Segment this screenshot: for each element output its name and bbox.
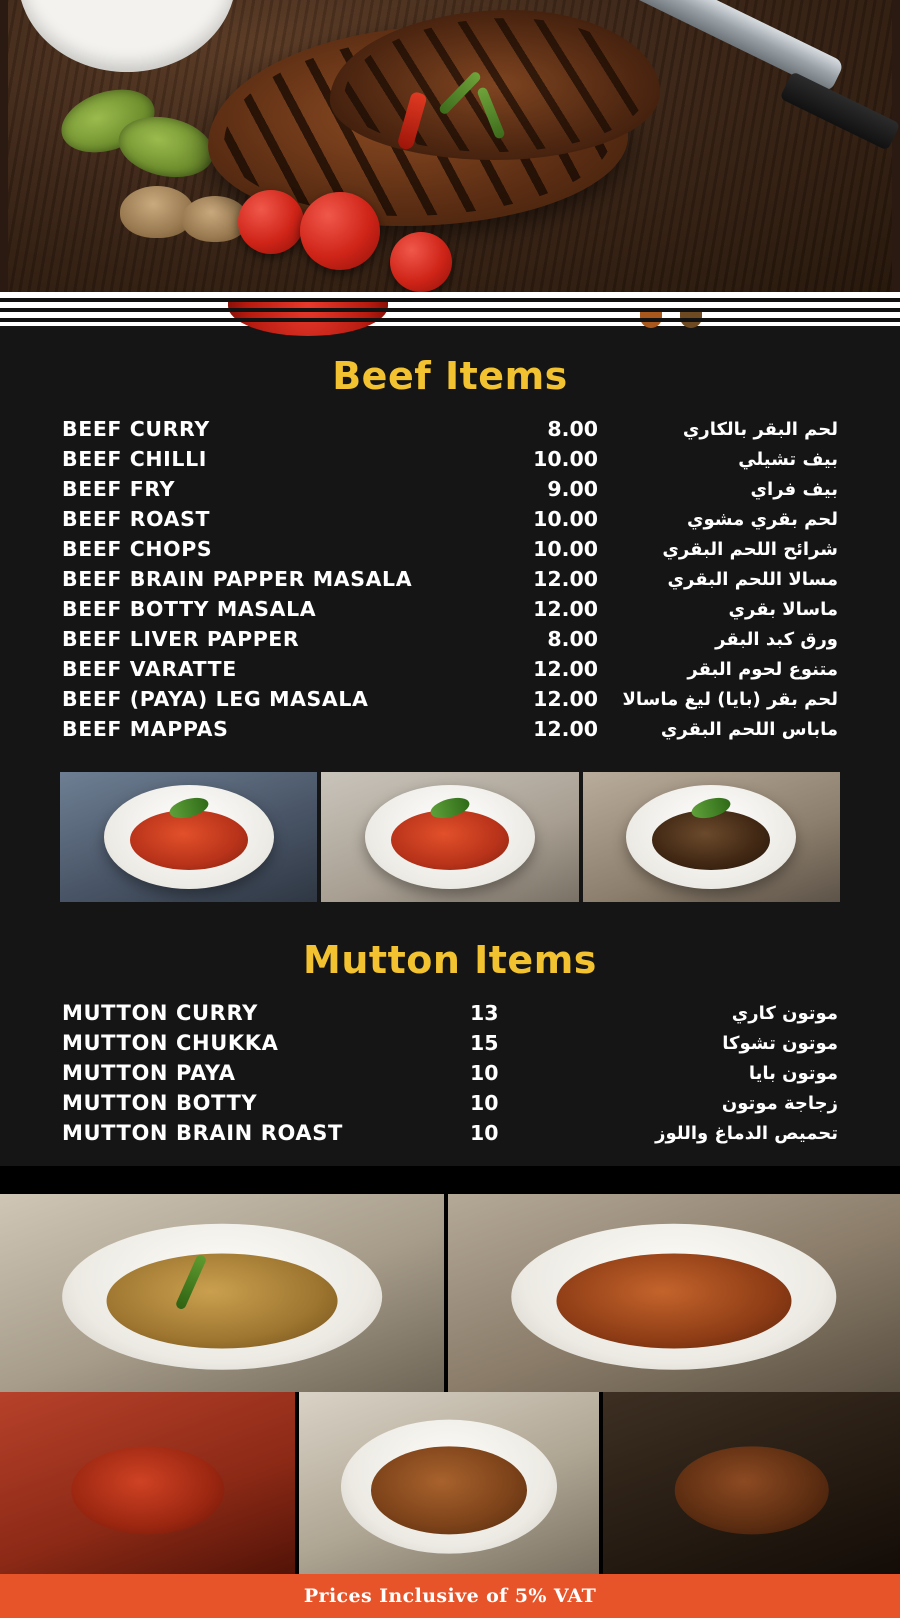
- item-name-arabic: شرائح اللحم البقري: [662, 538, 838, 560]
- item-name: MUTTON CHUKKA: [62, 1031, 279, 1055]
- item-price: 12.00: [533, 597, 598, 621]
- item-name: BEEF BRAIN PAPPER MASALA: [62, 567, 413, 591]
- item-name-arabic: ماباس اللحم البقري: [660, 718, 838, 740]
- dish-contents: [107, 1253, 338, 1348]
- menu-item-row: [62, 654, 838, 684]
- dish-contents: [674, 1447, 828, 1534]
- mutton-dish-photo-2: [448, 1194, 900, 1392]
- item-name-arabic: بيف فراي: [750, 478, 838, 500]
- item-price: 10.00: [533, 537, 598, 561]
- item-name-arabic: متنوع لحوم البقر: [687, 658, 838, 680]
- mutton-photo-grid: [0, 1194, 900, 1574]
- item-name-arabic: لحم البقر بالكاري: [682, 418, 838, 440]
- item-price: 10: [470, 1121, 499, 1145]
- mutton-dish-photo-4: [299, 1392, 599, 1574]
- item-name: BEEF CURRY: [62, 417, 210, 441]
- item-name-arabic: مسالا اللحم البقري: [667, 568, 838, 590]
- menu-item-row: [62, 684, 838, 714]
- dish-contents: [130, 810, 248, 870]
- item-price: 10.00: [533, 507, 598, 531]
- item-price: 10.00: [533, 447, 598, 471]
- item-price: 12.00: [533, 717, 598, 741]
- item-name: BEEF MAPPAS: [62, 717, 229, 741]
- cherry-tomato: [300, 192, 380, 270]
- mutton-dish-photo-1: [0, 1194, 444, 1392]
- item-name-arabic: زجاجة موتون: [721, 1092, 838, 1114]
- menu-item-row: [62, 414, 838, 444]
- item-name-arabic: ورق كبد البقر: [715, 628, 838, 650]
- item-name-arabic: لحم بقر (بايا) ليغ ماسالا: [622, 688, 838, 710]
- vat-note: Prices Inclusive of 5% VAT: [303, 1585, 597, 1607]
- item-price: 9.00: [547, 477, 598, 501]
- item-price: 12.00: [533, 657, 598, 681]
- dish-contents: [556, 1253, 791, 1348]
- item-name: BEEF VARATTE: [62, 657, 237, 681]
- menu-item-row: [62, 444, 838, 474]
- item-name: BEEF LIVER PAPPER: [62, 627, 300, 651]
- item-price: 15: [470, 1031, 499, 1055]
- dish-contents: [391, 810, 509, 870]
- stripe-line: [0, 298, 900, 302]
- item-name: MUTTON BOTTY: [62, 1091, 258, 1115]
- hero-food-image: [0, 0, 900, 292]
- item-price: 10: [470, 1061, 499, 1085]
- cherry-tomato: [238, 190, 304, 254]
- menu-item-row: [62, 714, 838, 744]
- cherry-tomato: [390, 232, 452, 292]
- item-price: 8.00: [547, 627, 598, 651]
- item-name-arabic: ماسالا بقري: [728, 598, 838, 620]
- menu-item-row: [62, 564, 838, 594]
- item-price: 13: [470, 1001, 499, 1025]
- mutton-dish-photo-3: [0, 1392, 295, 1574]
- item-price: 8.00: [547, 417, 598, 441]
- item-name: BEEF (PAYA) LEG MASALA: [62, 687, 369, 711]
- mutton-photo-row-top: [0, 1194, 900, 1392]
- item-price: 12.00: [533, 567, 598, 591]
- menu-item-row: [62, 998, 838, 1028]
- section-title-mutton: Mutton Items: [303, 938, 597, 982]
- menu-item-row: [62, 1028, 838, 1058]
- stripe-line: [0, 308, 900, 312]
- beef-dish-photo-1: [60, 772, 317, 902]
- item-name: BEEF FRY: [62, 477, 176, 501]
- dish-contents: [71, 1447, 224, 1534]
- menu-item-row: [62, 1088, 838, 1118]
- item-price: 12.00: [533, 687, 598, 711]
- item-name-arabic: بيف تشيلي: [738, 448, 838, 470]
- menu-item-row: [62, 504, 838, 534]
- item-name: MUTTON BRAIN ROAST: [62, 1121, 343, 1145]
- mutton-items-list: [0, 998, 900, 1166]
- stripe-divider: [0, 292, 900, 326]
- item-name-arabic: موتون تشوكا: [722, 1032, 838, 1054]
- menu-body: [0, 326, 900, 1166]
- item-name-arabic: تحميص الدماغ واللوز: [655, 1122, 838, 1144]
- item-name: BEEF CHILLI: [62, 447, 207, 471]
- item-price: 10: [470, 1091, 499, 1115]
- stripe-line: [0, 318, 900, 322]
- beef-items-list: [0, 414, 900, 744]
- menu-item-row: [62, 474, 838, 504]
- dish-contents: [371, 1447, 527, 1534]
- item-name: MUTTON PAYA: [62, 1061, 236, 1085]
- beef-dish-photo-2: [321, 772, 578, 902]
- item-name: MUTTON CURRY: [62, 1001, 258, 1025]
- beef-dish-photo-3: [583, 772, 840, 902]
- menu-item-row: [62, 594, 838, 624]
- item-name-arabic: موتون كاري: [731, 1002, 838, 1024]
- menu-item-row: [62, 534, 838, 564]
- item-name: BEEF CHOPS: [62, 537, 213, 561]
- mutton-photo-row-bottom: [0, 1392, 900, 1574]
- section-title-beef: Beef Items: [332, 354, 568, 398]
- menu-item-row: [62, 1118, 838, 1148]
- item-name: BEEF BOTTY MASALA: [62, 597, 317, 621]
- item-name-arabic: لحم بقري مشوي: [686, 508, 838, 530]
- mutton-dish-photo-5: [603, 1392, 900, 1574]
- vat-footer-banner: [0, 1574, 900, 1618]
- item-name-arabic: موتون بايا: [748, 1062, 838, 1084]
- item-name: BEEF ROAST: [62, 507, 211, 531]
- dish-contents: [652, 810, 770, 870]
- beef-photo-strip: [60, 772, 840, 902]
- menu-item-row: [62, 1058, 838, 1088]
- menu-item-row: [62, 624, 838, 654]
